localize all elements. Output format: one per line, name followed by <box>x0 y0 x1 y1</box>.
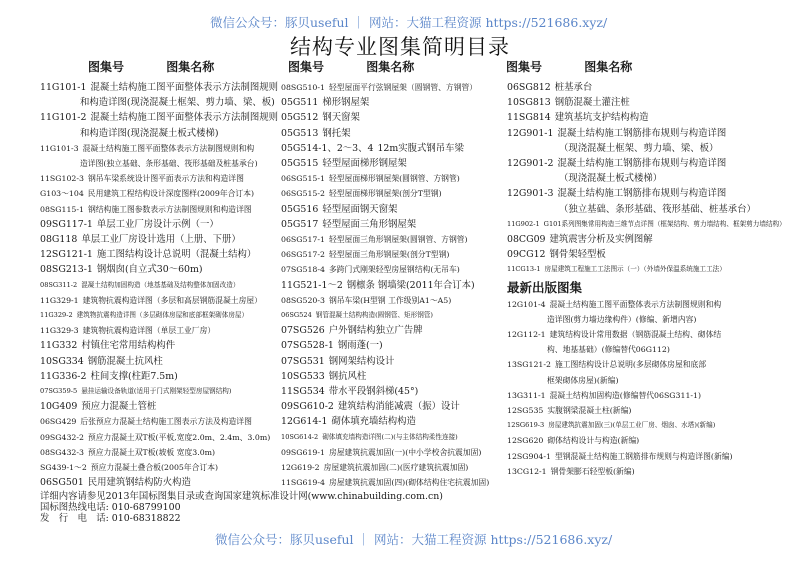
atlas-name: 轻型屋面梯形钢屋架 <box>322 158 407 170</box>
atlas-code: 10SG334 <box>40 355 84 367</box>
catalog-item <box>507 126 797 141</box>
atlas-name: 混凝土结构施工钢筋排布规则与构造详图 <box>557 188 727 200</box>
atlas-name: 施工图结构设计总说明(多层砌体房屋和底部 <box>554 360 707 370</box>
catalog-item <box>281 308 501 323</box>
atlas-code: 13G311-1 <box>507 390 546 400</box>
atlas-code: 08SG432-3 <box>40 447 84 457</box>
atlas-code: 07SG531 <box>281 355 325 367</box>
atlas-name-continued: 框架砌体房屋)(新编) <box>547 375 619 385</box>
catalog-item <box>507 297 797 312</box>
atlas-name: 预应力混凝土叠合板(2005年合订本) <box>90 463 219 473</box>
atlas-code: 11G329-3 <box>40 326 79 336</box>
atlas-code: 12SG904-1 <box>507 451 551 461</box>
atlas-code: 08G118 <box>40 234 78 246</box>
catalog-item <box>40 262 272 277</box>
atlas-name: 带水平段钢斜梯(45°) <box>328 386 419 398</box>
atlas-name: 轻型屋面三角形钢屋架(圆钢管、方钢管) <box>328 235 468 245</box>
atlas-name: 轻型屋面三角形钢屋架(剖分T型钢) <box>328 250 450 260</box>
atlas-name: 轻型屋面钢天窗架 <box>322 203 398 215</box>
atlas-code: 10SG813 <box>507 97 551 109</box>
catalog-item <box>40 278 272 293</box>
catalog-item <box>40 414 272 429</box>
atlas-code: 05G513 <box>281 127 319 139</box>
catalog-item <box>40 399 272 414</box>
atlas-name: 混凝土结构施工钢筋排布规则与构造详图 <box>557 127 727 139</box>
atlas-name: 混凝土结构加固构造（地基基础及结构整体加固改造） <box>81 280 240 289</box>
atlas-name: 钢骨架轻型板 <box>549 249 606 261</box>
catalog-item <box>507 95 797 110</box>
atlas-code: 11G521-1～2 <box>281 279 343 291</box>
atlas-name: 单层工业厂房设计示例（一） <box>96 218 219 230</box>
atlas-code: 11G902-1 <box>507 219 540 228</box>
catalog-item <box>281 369 501 384</box>
atlas-code: 11CG13-1 <box>507 265 541 274</box>
atlas-code: 11SG534 <box>281 386 325 398</box>
atlas-code: 09SG432-2 <box>40 432 84 442</box>
atlas-code: 13SG121-2 <box>507 360 551 370</box>
header-name: 图集名称 <box>166 60 215 74</box>
catalog-item <box>507 247 797 262</box>
catalog-item <box>40 247 272 262</box>
catalog-column-2 <box>281 80 501 490</box>
catalog-item <box>40 354 272 369</box>
atlas-name: 房屋建筑抗震加固(三)(单层工业厂房、烟囱、水塔)(新编) <box>548 421 716 430</box>
atlas-code: 11G332 <box>40 340 78 352</box>
atlas-name: 混凝土结构施工钢筋排布规则与构造详图 <box>557 158 727 170</box>
watermark-top: 微信公众号：豚贝useful ｜ 网站：大猫工程资源 https://521686.xyz/ <box>210 15 608 30</box>
atlas-name: 钢筋混凝土灌注桩 <box>554 97 630 109</box>
atlas-name: 民用建筑钢结构防火构造 <box>87 477 191 489</box>
catalog-item <box>40 171 272 186</box>
catalog-item <box>507 357 797 372</box>
atlas-name: 建筑物抗震构造详图（多层砌体房屋和底部框架砌体房屋） <box>76 311 249 320</box>
atlas-name-continued: 造详图(剪力墙边缘构件）(修编、新增内容) <box>547 314 697 324</box>
atlas-code: 06SG515-1 <box>281 174 325 184</box>
catalog-item <box>281 110 501 125</box>
header-code: 图集号 <box>288 60 325 74</box>
catalog-item <box>281 202 501 217</box>
catalog-item <box>507 156 797 171</box>
catalog-item <box>40 445 272 460</box>
catalog-item <box>507 110 797 125</box>
section-title-new-releases: 最新出版图集 <box>507 279 583 295</box>
catalog-item <box>281 186 501 201</box>
catalog-item <box>40 369 272 384</box>
catalog-item <box>281 156 501 171</box>
atlas-name: 预应力混凝土双T板(坡板 宽度3.0m) <box>87 447 216 457</box>
atlas-code: 10SG614-2 <box>281 432 319 441</box>
catalog-item <box>40 338 272 353</box>
catalog-item <box>281 217 501 232</box>
atlas-name: 施工图结构设计总说明（混凝土结构） <box>96 249 257 261</box>
atlas-code: 12SG121-1 <box>40 249 93 261</box>
catalog-item <box>281 338 501 353</box>
atlas-code: 09SG619-1 <box>281 447 325 457</box>
atlas-name: 多跨门式刚架轻型房屋钢结构(无吊车) <box>328 265 460 275</box>
atlas-code: 08SG213-1 <box>40 264 93 276</box>
atlas-name: 混凝土结构施工图平面整体表示方法制图规则和构 <box>549 299 722 309</box>
atlas-code: 08CG09 <box>507 234 546 246</box>
catalog-item <box>40 217 272 232</box>
catalog-item <box>281 278 501 293</box>
column-header-3 <box>506 58 632 75</box>
atlas-name: 建筑结构消能减震（振）设计 <box>337 401 460 413</box>
catalog-item <box>507 262 797 277</box>
atlas-name: 村镇住宅常用结构构件 <box>81 340 176 352</box>
atlas-name: 预应力混凝土双T板(平板,宽度2.0m、2.4m、3.0m) <box>87 432 271 442</box>
atlas-name: 轻型屋面平行弦钢屋架（圆钢管、方钢管） <box>328 83 478 92</box>
atlas-name: 钢烟囱(自立式30～60m) <box>96 264 203 276</box>
atlas-code: 11SG619-4 <box>281 478 325 488</box>
atlas-name: 建筑结构设计常用数据（钢筋混凝土结构、砌体结 <box>549 330 722 340</box>
page-title: 结构专业图集简明目录 <box>290 35 510 59</box>
atlas-code: 11G329-2 <box>40 311 73 320</box>
catalog-item <box>281 141 501 156</box>
catalog-item <box>507 418 797 433</box>
watermark-bottom: 微信公众号：豚贝useful ｜ 网站：大猫工程资源 https://521686.xyz/ <box>215 532 613 547</box>
catalog-item <box>40 80 278 95</box>
catalog-item <box>281 430 501 445</box>
atlas-name: 轻型屋面三角形钢屋架 <box>322 218 417 230</box>
atlas-name: 后张预应力混凝土结构施工图表示方法及构造详图 <box>80 417 252 427</box>
atlas-code: 08SG115-1 <box>40 204 84 214</box>
atlas-code: 12G901-1 <box>507 127 554 139</box>
atlas-code: 05G517 <box>281 218 319 230</box>
atlas-code: G103～104 <box>40 189 84 199</box>
atlas-name: 钢雨蓬(一) <box>337 340 383 352</box>
atlas-code: 08SG510-1 <box>281 83 325 92</box>
atlas-code: 09CG12 <box>507 249 546 261</box>
catalog-column-1 <box>40 80 278 490</box>
catalog-item <box>507 449 797 464</box>
catalog-item <box>40 460 272 475</box>
catalog-item <box>40 110 278 125</box>
atlas-name-continued: 和构造详图(现浇混凝土框架、剪力墙、梁、板) <box>80 97 275 109</box>
atlas-name: 混凝土结构施工图平面整体表示方法制图规则 <box>90 82 278 93</box>
catalog-item <box>281 475 501 490</box>
atlas-name-continued: 和构造详图(现浇混凝土板式楼梯) <box>80 127 219 139</box>
atlas-code: 12SG620 <box>507 436 544 446</box>
catalog-item <box>40 232 272 247</box>
atlas-name: 轻型屋面梯形钢屋架(圆钢管、方钢管) <box>328 174 460 184</box>
catalog-item <box>281 399 501 414</box>
catalog-item <box>507 403 797 418</box>
atlas-code: 08SG311-2 <box>40 280 78 289</box>
catalog-item <box>40 186 272 201</box>
catalog-item <box>281 460 501 475</box>
catalog-item <box>40 202 272 217</box>
catalog-item <box>40 384 272 399</box>
atlas-code: 07SG359-5 <box>40 387 78 396</box>
atlas-name: 钢抗风柱 <box>328 370 367 382</box>
atlas-code: 11G101-2 <box>40 112 87 124</box>
atlas-code: 05G514-1、2～3、4 <box>281 142 374 154</box>
atlas-code: 08SG520-3 <box>281 295 325 305</box>
catalog-item <box>281 323 501 338</box>
catalog-item <box>281 384 501 399</box>
catalog-item <box>40 430 272 445</box>
atlas-name: 房屋建筑抗震加固(四)(砌体结构住宅抗震加固) <box>328 478 490 488</box>
atlas-code: 12SG535 <box>507 406 544 416</box>
catalog-item <box>507 217 797 232</box>
atlas-code: 11SG102-3 <box>40 174 84 184</box>
catalog-item <box>40 141 272 156</box>
atlas-name: 钢吊车梁(H型钢 工作级别A1～A5) <box>328 295 452 305</box>
atlas-name: 钢筋混凝土抗风柱 <box>87 355 163 367</box>
atlas-code: 06SG517-2 <box>281 250 325 260</box>
atlas-code: 05G516 <box>281 203 319 215</box>
atlas-name: 砌体填充墙构造详图(二)(与主体结构柔性连接) <box>322 432 458 441</box>
atlas-code: 12G619-2 <box>281 463 320 473</box>
atlas-name: 房屋建筑抗震加固(一)(中小学校舍抗震加固) <box>328 447 482 457</box>
footer-note: 详细内容请参见2013年国标图集目录或查询国家建筑标准设计网(www.chinabuilding.com.cn) <box>40 491 443 502</box>
header-code: 图集号 <box>506 60 543 74</box>
catalog-item <box>281 445 501 460</box>
header-name: 图集名称 <box>366 60 415 74</box>
catalog-item <box>507 327 797 342</box>
atlas-code: 10G409 <box>40 401 78 413</box>
atlas-name: 建筑物抗震构造详图（多层和高层钢筋混凝土房屋） <box>82 295 262 305</box>
atlas-code: 07SG518-4 <box>281 265 325 275</box>
atlas-name: 单层工业厂房设计选用（上册、下册） <box>81 234 241 246</box>
atlas-code: 06SG501 <box>40 477 84 489</box>
atlas-code: 12SG619-3 <box>507 421 545 430</box>
atlas-name: 12m实腹式钢吊车梁 <box>377 142 464 154</box>
catalog-item <box>281 354 501 369</box>
catalog-item <box>40 323 272 338</box>
atlas-name: 混凝土结构施工图平面整体表示方法制图规则 <box>90 112 278 124</box>
atlas-code: 05G511 <box>281 97 319 109</box>
catalog-item <box>40 475 272 490</box>
atlas-name: 梯形钢屋架 <box>322 97 370 109</box>
atlas-name: 民用建筑工程结构设计深度图样(2009年合订本) <box>87 189 255 199</box>
atlas-name: 钢吊车梁系统设计图平面表示方法和构造详图 <box>87 174 244 184</box>
footer-hotline: 国标图热线电话: 010-68799100 <box>40 502 181 513</box>
atlas-code: 11G101-1 <box>40 82 87 93</box>
atlas-code: 06SG515-2 <box>281 189 325 199</box>
atlas-code: 09SG610-2 <box>281 401 334 413</box>
atlas-code: 06SG517-1 <box>281 235 325 245</box>
catalog-item <box>281 262 501 277</box>
atlas-code: 12G112-1 <box>507 330 546 340</box>
atlas-code: 10SG533 <box>281 370 325 382</box>
catalog-item <box>507 232 797 247</box>
column-header-1 <box>88 58 214 75</box>
atlas-code: 09SG117-1 <box>40 218 93 230</box>
atlas-name: 轻型屋面梯形钢屋架(剖分T型钢) <box>328 189 442 199</box>
atlas-name: 桩基承台 <box>554 82 593 93</box>
atlas-name: 钢天窗架 <box>322 112 360 124</box>
atlas-name: 钢托架 <box>322 127 351 139</box>
catalog-item <box>281 232 501 247</box>
atlas-name: 钢檩条 钢墙梁(2011年合订本) <box>346 279 475 291</box>
catalog-item <box>40 308 272 323</box>
atlas-name: 钢骨架膨石轻型板(新编) <box>550 466 635 476</box>
catalog-item <box>507 80 797 95</box>
header-name: 图集名称 <box>584 60 633 74</box>
catalog-item <box>507 186 797 201</box>
atlas-code: 12G901-3 <box>507 188 554 200</box>
atlas-name: 建筑震害分析及实例图解 <box>549 234 653 246</box>
column-header-2 <box>288 58 414 75</box>
catalog-column-3 <box>507 80 797 479</box>
atlas-name-continued: 构、地基基础）(修编替代06G112) <box>547 345 670 355</box>
atlas-name-continued: （现浇混凝土框架、剪力墙、梁、板） <box>559 142 719 154</box>
atlas-name: 房屋建筑抗震加固(二)(医疗建筑抗震加固) <box>323 463 469 473</box>
atlas-code: 07SG528-1 <box>281 340 334 352</box>
atlas-code: 11G336-2 <box>40 370 87 382</box>
atlas-code: SG439-1～2 <box>40 463 87 473</box>
atlas-name-continued: 造详图(独立基础、条形基础、筏形基础及桩基承台) <box>80 159 258 169</box>
atlas-code: 05G512 <box>281 112 319 124</box>
atlas-name: 实腹钢梁混凝土柱(新编) <box>547 406 632 416</box>
atlas-name: 型钢混凝土结构施工钢筋排布规则与构造详图(新编) <box>554 451 733 461</box>
atlas-name: 户外钢结构独立广告牌 <box>328 325 423 337</box>
atlas-code: 05G515 <box>281 158 319 170</box>
atlas-name: 建筑基坑支护结构构造 <box>554 112 649 124</box>
atlas-name-continued: （现浇混凝土板式楼梯） <box>559 173 663 185</box>
catalog-item <box>507 388 797 403</box>
catalog-item <box>281 126 501 141</box>
catalog-item <box>281 80 501 95</box>
atlas-name: 钢结构施工图参数表示方法制图规则和构造详图 <box>87 204 252 214</box>
catalog-item <box>281 247 501 262</box>
atlas-name: 建筑物抗震构造详图（单层工业厂房） <box>82 326 216 336</box>
atlas-name: 砌体结构设计与构造(新编) <box>547 436 640 446</box>
atlas-name: 混凝土结构加固构造(修编替代06SG311-1) <box>549 390 702 400</box>
atlas-name: 房屋建筑工程施工工法图示（一）（外墙外保温系统施工工法） <box>544 265 726 274</box>
catalog-item <box>281 171 501 186</box>
atlas-name: 悬挂运输设备轨道(适用于门式刚架轻型房屋钢结构) <box>81 387 232 396</box>
catalog-item <box>281 414 501 429</box>
atlas-code: 07SG526 <box>281 325 325 337</box>
catalog-item <box>507 433 797 448</box>
atlas-code: 13CG12-1 <box>507 466 547 476</box>
atlas-name: G101系列图集常用构造三维节点详图（框架结构、剪力墙结构、框架剪力墙结构） <box>543 219 786 228</box>
atlas-code: 06SG812 <box>507 82 551 93</box>
atlas-name: 预应力混凝土管桩 <box>81 401 157 413</box>
atlas-code: 06SG524 <box>281 311 312 320</box>
footer <box>40 491 443 524</box>
atlas-code: 11G101-3 <box>40 143 79 153</box>
atlas-code: 12G614-1 <box>281 416 328 428</box>
header-code: 图集号 <box>88 60 125 74</box>
atlas-name: 钢管混凝土结构构造(圆钢管、矩形钢管) <box>315 311 434 320</box>
atlas-name: 砌体填充墙结构构造 <box>331 416 416 428</box>
atlas-code: 11G329-1 <box>40 295 79 305</box>
atlas-name: 柱间支撑(柱距7.5m) <box>90 370 178 382</box>
atlas-name: 钢网架结构设计 <box>328 355 395 367</box>
atlas-name: 混凝土结构施工图平面整体表示方法制图规则和构 <box>82 143 255 153</box>
footer-sales-phone: 发 行 电 话: 010-68318822 <box>40 513 181 524</box>
atlas-name-continued: （独立基础、条形基础、筏形基础、桩基承台） <box>559 203 756 215</box>
catalog-item <box>507 464 797 479</box>
atlas-code: 11SG814 <box>507 112 551 124</box>
atlas-code: 06SG429 <box>40 417 77 427</box>
catalog-item <box>40 293 272 308</box>
atlas-code: 12G101-4 <box>507 299 546 309</box>
catalog-item <box>281 95 501 110</box>
atlas-code: 12G901-2 <box>507 158 554 170</box>
catalog-item <box>281 293 501 308</box>
